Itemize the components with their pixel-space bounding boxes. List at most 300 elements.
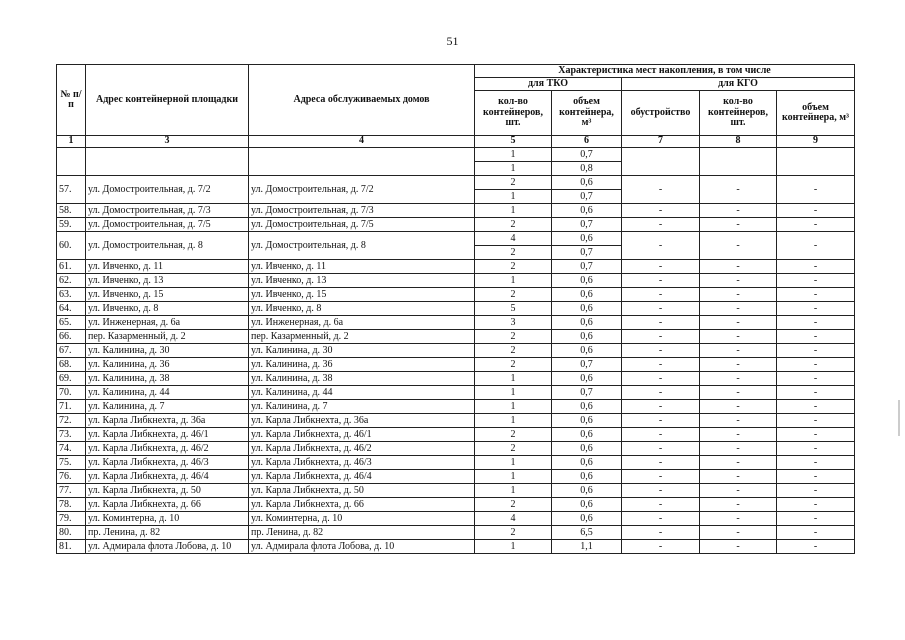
served-address: ул. Карла Либкнехта, д. 46/4 — [249, 470, 475, 484]
header-volume: объем контейнера, м³ — [552, 91, 622, 136]
column-index-1: 3 — [86, 136, 249, 148]
site-address: ул. Карла Либкнехта, д. 46/3 — [86, 456, 249, 470]
kgo-volume-cell: - — [777, 232, 855, 260]
tko-count — [475, 316, 552, 330]
tko-count — [475, 442, 552, 456]
row-number: 79. — [57, 512, 86, 526]
served-address: ул. Ивченко, д. 13 — [249, 274, 475, 288]
kgo-count-cell: - — [700, 330, 777, 344]
equipment-cell — [622, 148, 700, 176]
kgo-volume-cell: - — [777, 330, 855, 344]
tko-count-value: 2 — [510, 359, 516, 370]
served-address: ул. Домостроительная, д. 7/2 — [249, 176, 475, 204]
tko-count — [475, 218, 552, 232]
equipment-cell: - — [622, 372, 700, 386]
tko-volume-value: 0,7 — [580, 261, 593, 272]
row-number — [57, 148, 86, 176]
equipment-cell: - — [622, 400, 700, 414]
tko-volume-value: 0,6 — [580, 331, 593, 342]
tko-count — [475, 414, 552, 428]
tko-volume — [552, 498, 622, 512]
kgo-count-cell: - — [700, 232, 777, 260]
kgo-count-cell: - — [700, 218, 777, 232]
header-characteristic: Характеристика мест накопления, в том числе — [475, 65, 855, 78]
table-row — [57, 302, 855, 316]
kgo-volume-cell: - — [777, 218, 855, 232]
row-number: 78. — [57, 498, 86, 512]
kgo-count-cell: - — [700, 260, 777, 274]
row-number: 77. — [57, 484, 86, 498]
tko-count-value: 1 — [510, 149, 516, 160]
equipment-cell: - — [622, 526, 700, 540]
tko-count — [475, 498, 552, 512]
tko-volume — [552, 288, 622, 302]
kgo-count-cell: - — [700, 456, 777, 470]
site-address: ул. Карла Либкнехта, д. 66 — [86, 498, 249, 512]
site-address: ул. Инженерная, д. 6а — [86, 316, 249, 330]
tko-count-value: 1 — [510, 415, 516, 426]
site-address: ул. Калинина, д. 44 — [86, 386, 249, 400]
tko-volume — [552, 260, 622, 274]
served-address: ул. Адмирала флота Лобова, д. 10 — [249, 540, 475, 554]
table-row — [57, 484, 855, 498]
tko-volume-value: 0,6 — [580, 317, 593, 328]
tko-volume-value: 0,7 — [580, 387, 593, 398]
header-kgo: для КГО — [622, 78, 855, 91]
kgo-count-cell: - — [700, 484, 777, 498]
row-number: 60. — [57, 232, 86, 260]
equipment-cell: - — [622, 540, 700, 554]
table-row — [57, 260, 855, 274]
tko-count-value: 4 — [510, 513, 516, 524]
kgo-count-cell: - — [700, 274, 777, 288]
kgo-volume-cell — [777, 148, 855, 176]
tko-count — [475, 344, 552, 358]
kgo-volume-cell: - — [777, 484, 855, 498]
site-address: ул. Карла Либкнехта, д. 46/4 — [86, 470, 249, 484]
equipment-cell: - — [622, 218, 700, 232]
tko-count — [475, 358, 552, 372]
tko-volume — [552, 316, 622, 330]
table-row — [57, 512, 855, 526]
tko-volume — [552, 456, 622, 470]
tko-volume-value: 0,6 — [580, 499, 593, 510]
header-tko: для ТКО — [475, 78, 622, 91]
waste-sites-table — [56, 64, 855, 554]
table-row — [57, 232, 855, 260]
tko-volume — [552, 344, 622, 358]
served-address: ул. Ивченко, д. 8 — [249, 302, 475, 316]
table-row — [57, 316, 855, 330]
tko-volume-value: 0,6 — [580, 345, 593, 356]
header-kgo-count: кол-во контейнеров, шт. — [700, 91, 777, 136]
tko-count — [475, 386, 552, 400]
tko-volume — [552, 442, 622, 456]
tko-volume-value: 0,7 — [552, 245, 621, 259]
kgo-volume-cell: - — [777, 400, 855, 414]
tko-volume-value: 0,6 — [580, 513, 593, 524]
site-address: ул. Ивченко, д. 13 — [86, 274, 249, 288]
site-address: ул. Калинина, д. 38 — [86, 372, 249, 386]
row-number: 62. — [57, 274, 86, 288]
tko-count-value: 2 — [510, 261, 516, 272]
tko-count — [475, 428, 552, 442]
tko-count — [475, 274, 552, 288]
header-equipment: обустройство — [622, 91, 700, 136]
tko-count-value: 2 — [510, 499, 516, 510]
kgo-volume-cell: - — [777, 526, 855, 540]
kgo-count-cell: - — [700, 288, 777, 302]
equipment-cell: - — [622, 176, 700, 204]
served-address: ул. Домостроительная, д. 7/3 — [249, 204, 475, 218]
header-served: Адреса обслуживаемых домов — [249, 65, 475, 136]
tko-count — [475, 456, 552, 470]
tko-volume-value: 0,8 — [552, 161, 621, 175]
tko-volume-value: 0,6 — [580, 373, 593, 384]
kgo-count-cell: - — [700, 526, 777, 540]
table-row — [57, 330, 855, 344]
served-address: ул. Ивченко, д. 15 — [249, 288, 475, 302]
tko-count — [475, 288, 552, 302]
tko-count — [475, 512, 552, 526]
site-address: ул. Ивченко, д. 15 — [86, 288, 249, 302]
column-index-2: 4 — [249, 136, 475, 148]
tko-volume-value: 0,7 — [552, 189, 621, 203]
kgo-count-cell: - — [700, 470, 777, 484]
table-row — [57, 400, 855, 414]
kgo-volume-cell: - — [777, 386, 855, 400]
row-number: 64. — [57, 302, 86, 316]
tko-volume — [552, 512, 622, 526]
site-address: ул. Домостроительная, д. 7/2 — [86, 176, 249, 204]
tko-count-value: 1 — [510, 373, 516, 384]
site-address: ул. Домостроительная, д. 8 — [86, 232, 249, 260]
kgo-volume-cell: - — [777, 316, 855, 330]
tko-count-value: 1 — [510, 275, 516, 286]
kgo-count-cell: - — [700, 372, 777, 386]
table-row — [57, 288, 855, 302]
equipment-cell: - — [622, 288, 700, 302]
equipment-cell: - — [622, 232, 700, 260]
site-address: пер. Казарменный, д. 2 — [86, 330, 249, 344]
kgo-count-cell: - — [700, 386, 777, 400]
row-number: 58. — [57, 204, 86, 218]
tko-volume — [552, 470, 622, 484]
row-number: 57. — [57, 176, 86, 204]
tko-volume-value: 0,6 — [580, 303, 593, 314]
served-address: ул. Карла Либкнехта, д. 66 — [249, 498, 475, 512]
site-address: ул. Адмирала флота Лобова, д. 10 — [86, 540, 249, 554]
served-address: ул. Карла Либкнехта, д. 50 — [249, 484, 475, 498]
served-address: пер. Казарменный, д. 2 — [249, 330, 475, 344]
equipment-cell: - — [622, 358, 700, 372]
tko-volume-value: 0,6 — [580, 177, 593, 188]
tko-count-value: 1 — [510, 205, 516, 216]
kgo-volume-cell: - — [777, 274, 855, 288]
column-index-6: 8 — [700, 136, 777, 148]
tko-count-value: 2 — [510, 331, 516, 342]
tko-volume-value: 0,7 — [580, 359, 593, 370]
site-address: ул. Калинина, д. 36 — [86, 358, 249, 372]
equipment-cell: - — [622, 260, 700, 274]
scan-edge-mark — [898, 400, 900, 436]
equipment-cell: - — [622, 414, 700, 428]
site-address: ул. Калинина, д. 7 — [86, 400, 249, 414]
tko-volume-value: 0,7 — [580, 149, 593, 160]
kgo-count-cell: - — [700, 204, 777, 218]
served-address: ул. Калинина, д. 7 — [249, 400, 475, 414]
kgo-volume-cell: - — [777, 498, 855, 512]
table-row — [57, 176, 855, 204]
served-address: ул. Домостроительная, д. 8 — [249, 232, 475, 260]
site-address: ул. Карла Либкнехта, д. 46/2 — [86, 442, 249, 456]
served-address: ул. Калинина, д. 30 — [249, 344, 475, 358]
row-number: 68. — [57, 358, 86, 372]
table-row — [57, 204, 855, 218]
tko-count — [475, 400, 552, 414]
row-number: 67. — [57, 344, 86, 358]
tko-volume-value: 0,6 — [580, 289, 593, 300]
tko-volume-value: 0,6 — [580, 275, 593, 286]
kgo-count-cell: - — [700, 176, 777, 204]
table-row — [57, 218, 855, 232]
served-address: ул. Домостроительная, д. 7/5 — [249, 218, 475, 232]
kgo-volume-cell: - — [777, 288, 855, 302]
kgo-volume-cell: - — [777, 428, 855, 442]
tko-volume — [552, 428, 622, 442]
site-address: ул. Ивченко, д. 11 — [86, 260, 249, 274]
table-row — [57, 386, 855, 400]
tko-volume — [552, 218, 622, 232]
tko-volume — [552, 232, 622, 260]
row-number: 63. — [57, 288, 86, 302]
kgo-volume-cell: - — [777, 540, 855, 554]
kgo-volume-cell: - — [777, 442, 855, 456]
kgo-count-cell: - — [700, 344, 777, 358]
tko-count-value: 2 — [510, 219, 516, 230]
page-number: 51 — [446, 34, 459, 48]
tko-count-value: 1 — [510, 541, 516, 552]
tko-count-value: 1 — [510, 485, 516, 496]
equipment-cell: - — [622, 512, 700, 526]
column-index-3: 5 — [475, 136, 552, 148]
equipment-cell: - — [622, 302, 700, 316]
tko-count-value: 1 — [475, 189, 551, 203]
table-row — [57, 526, 855, 540]
tko-count — [475, 372, 552, 386]
kgo-volume-cell: - — [777, 260, 855, 274]
table-row — [57, 442, 855, 456]
equipment-cell: - — [622, 330, 700, 344]
row-number: 75. — [57, 456, 86, 470]
kgo-count-cell: - — [700, 442, 777, 456]
tko-count-value: 1 — [510, 387, 516, 398]
kgo-count-cell: - — [700, 400, 777, 414]
served-address — [249, 148, 475, 176]
column-index-5: 7 — [622, 136, 700, 148]
tko-volume — [552, 400, 622, 414]
table-row — [57, 344, 855, 358]
equipment-cell: - — [622, 344, 700, 358]
kgo-volume-cell: - — [777, 302, 855, 316]
site-address: ул. Домостроительная, д. 7/5 — [86, 218, 249, 232]
served-address: ул. Коминтерна, д. 10 — [249, 512, 475, 526]
row-number: 71. — [57, 400, 86, 414]
tko-count-value: 2 — [510, 443, 516, 454]
kgo-count-cell: - — [700, 358, 777, 372]
row-number: 74. — [57, 442, 86, 456]
tko-volume — [552, 526, 622, 540]
tko-count — [475, 232, 552, 260]
kgo-volume-cell: - — [777, 470, 855, 484]
tko-count — [475, 330, 552, 344]
table-row — [57, 358, 855, 372]
table-row — [57, 470, 855, 484]
tko-volume — [552, 484, 622, 498]
kgo-volume-cell: - — [777, 414, 855, 428]
header-kgo-volume: объем контейнера, м³ — [777, 91, 855, 136]
site-address: ул. Карла Либкнехта, д. 50 — [86, 484, 249, 498]
site-address: ул. Домостроительная, д. 7/3 — [86, 204, 249, 218]
kgo-volume-cell: - — [777, 358, 855, 372]
kgo-volume-cell: - — [777, 512, 855, 526]
site-address — [86, 148, 249, 176]
tko-count — [475, 176, 552, 204]
tko-volume-value: 0,6 — [580, 471, 593, 482]
header-count: кол-во контейнеров, шт. — [475, 91, 552, 136]
served-address: ул. Карла Либкнехта, д. 36а — [249, 414, 475, 428]
tko-volume — [552, 204, 622, 218]
tko-volume-value: 6,5 — [580, 527, 593, 538]
site-address: пр. Ленина, д. 82 — [86, 526, 249, 540]
tko-count-value: 2 — [475, 245, 551, 259]
kgo-count-cell: - — [700, 316, 777, 330]
equipment-cell: - — [622, 456, 700, 470]
equipment-cell: - — [622, 316, 700, 330]
site-address: ул. Ивченко, д. 8 — [86, 302, 249, 316]
served-address: ул. Карла Либкнехта, д. 46/1 — [249, 428, 475, 442]
site-address: ул. Коминтерна, д. 10 — [86, 512, 249, 526]
table-row — [57, 428, 855, 442]
served-address: ул. Калинина, д. 36 — [249, 358, 475, 372]
tko-count — [475, 484, 552, 498]
served-address: ул. Карла Либкнехта, д. 46/3 — [249, 456, 475, 470]
row-number: 80. — [57, 526, 86, 540]
tko-volume-value: 1,1 — [580, 541, 593, 552]
tko-volume — [552, 330, 622, 344]
served-address: ул. Калинина, д. 38 — [249, 372, 475, 386]
header-num: № п/п — [57, 65, 86, 136]
row-number: 70. — [57, 386, 86, 400]
site-address: ул. Карла Либкнехта, д. 46/1 — [86, 428, 249, 442]
tko-count-value: 3 — [510, 317, 516, 328]
tko-count-value: 1 — [510, 401, 516, 412]
tko-count — [475, 470, 552, 484]
tko-volume-value: 0,6 — [580, 233, 593, 244]
kgo-volume-cell: - — [777, 176, 855, 204]
tko-volume — [552, 540, 622, 554]
tko-volume-value: 0,6 — [580, 415, 593, 426]
tko-count-value: 1 — [510, 457, 516, 468]
equipment-cell: - — [622, 386, 700, 400]
equipment-cell: - — [622, 442, 700, 456]
tko-count-value: 2 — [510, 345, 516, 356]
table-row — [57, 540, 855, 554]
equipment-cell: - — [622, 204, 700, 218]
tko-volume-value: 0,6 — [580, 485, 593, 496]
row-number: 66. — [57, 330, 86, 344]
tko-count — [475, 302, 552, 316]
row-number: 69. — [57, 372, 86, 386]
kgo-volume-cell: - — [777, 456, 855, 470]
tko-count-value: 2 — [510, 289, 516, 300]
kgo-volume-cell: - — [777, 204, 855, 218]
header-address: Адрес контейнерной площадки — [86, 65, 249, 136]
table-row — [57, 372, 855, 386]
tko-count — [475, 540, 552, 554]
kgo-count-cell — [700, 148, 777, 176]
served-address: ул. Инженерная, д. 6а — [249, 316, 475, 330]
tko-volume-value: 0,6 — [580, 457, 593, 468]
tko-count — [475, 260, 552, 274]
tko-volume-value: 0,6 — [580, 401, 593, 412]
table-row — [57, 274, 855, 288]
tko-volume-value: 0,7 — [580, 219, 593, 230]
served-address: ул. Карла Либкнехта, д. 46/2 — [249, 442, 475, 456]
row-number: 65. — [57, 316, 86, 330]
tko-volume — [552, 372, 622, 386]
table-row — [57, 148, 855, 176]
equipment-cell: - — [622, 428, 700, 442]
column-index-0: 1 — [57, 136, 86, 148]
row-number: 72. — [57, 414, 86, 428]
served-address: ул. Калинина, д. 44 — [249, 386, 475, 400]
equipment-cell: - — [622, 484, 700, 498]
tko-count — [475, 526, 552, 540]
row-number: 61. — [57, 260, 86, 274]
tko-volume — [552, 386, 622, 400]
equipment-cell: - — [622, 274, 700, 288]
tko-count-value: 1 — [510, 471, 516, 482]
kgo-count-cell: - — [700, 414, 777, 428]
tko-volume — [552, 414, 622, 428]
tko-count-value: 1 — [475, 161, 551, 175]
row-number: 59. — [57, 218, 86, 232]
row-number: 76. — [57, 470, 86, 484]
tko-count — [475, 148, 552, 176]
tko-count — [475, 204, 552, 218]
tko-volume — [552, 148, 622, 176]
column-index-4: 6 — [552, 136, 622, 148]
tko-volume — [552, 176, 622, 204]
site-address: ул. Калинина, д. 30 — [86, 344, 249, 358]
table-row — [57, 414, 855, 428]
kgo-count-cell: - — [700, 512, 777, 526]
tko-volume-value: 0,6 — [580, 429, 593, 440]
row-number: 81. — [57, 540, 86, 554]
kgo-count-cell: - — [700, 428, 777, 442]
tko-volume — [552, 358, 622, 372]
tko-volume-value: 0,6 — [580, 443, 593, 454]
kgo-count-cell: - — [700, 302, 777, 316]
equipment-cell: - — [622, 470, 700, 484]
table-row — [57, 498, 855, 512]
tko-count-value: 2 — [510, 429, 516, 440]
tko-count-value: 5 — [510, 303, 516, 314]
column-index-7: 9 — [777, 136, 855, 148]
tko-volume — [552, 302, 622, 316]
row-number: 73. — [57, 428, 86, 442]
